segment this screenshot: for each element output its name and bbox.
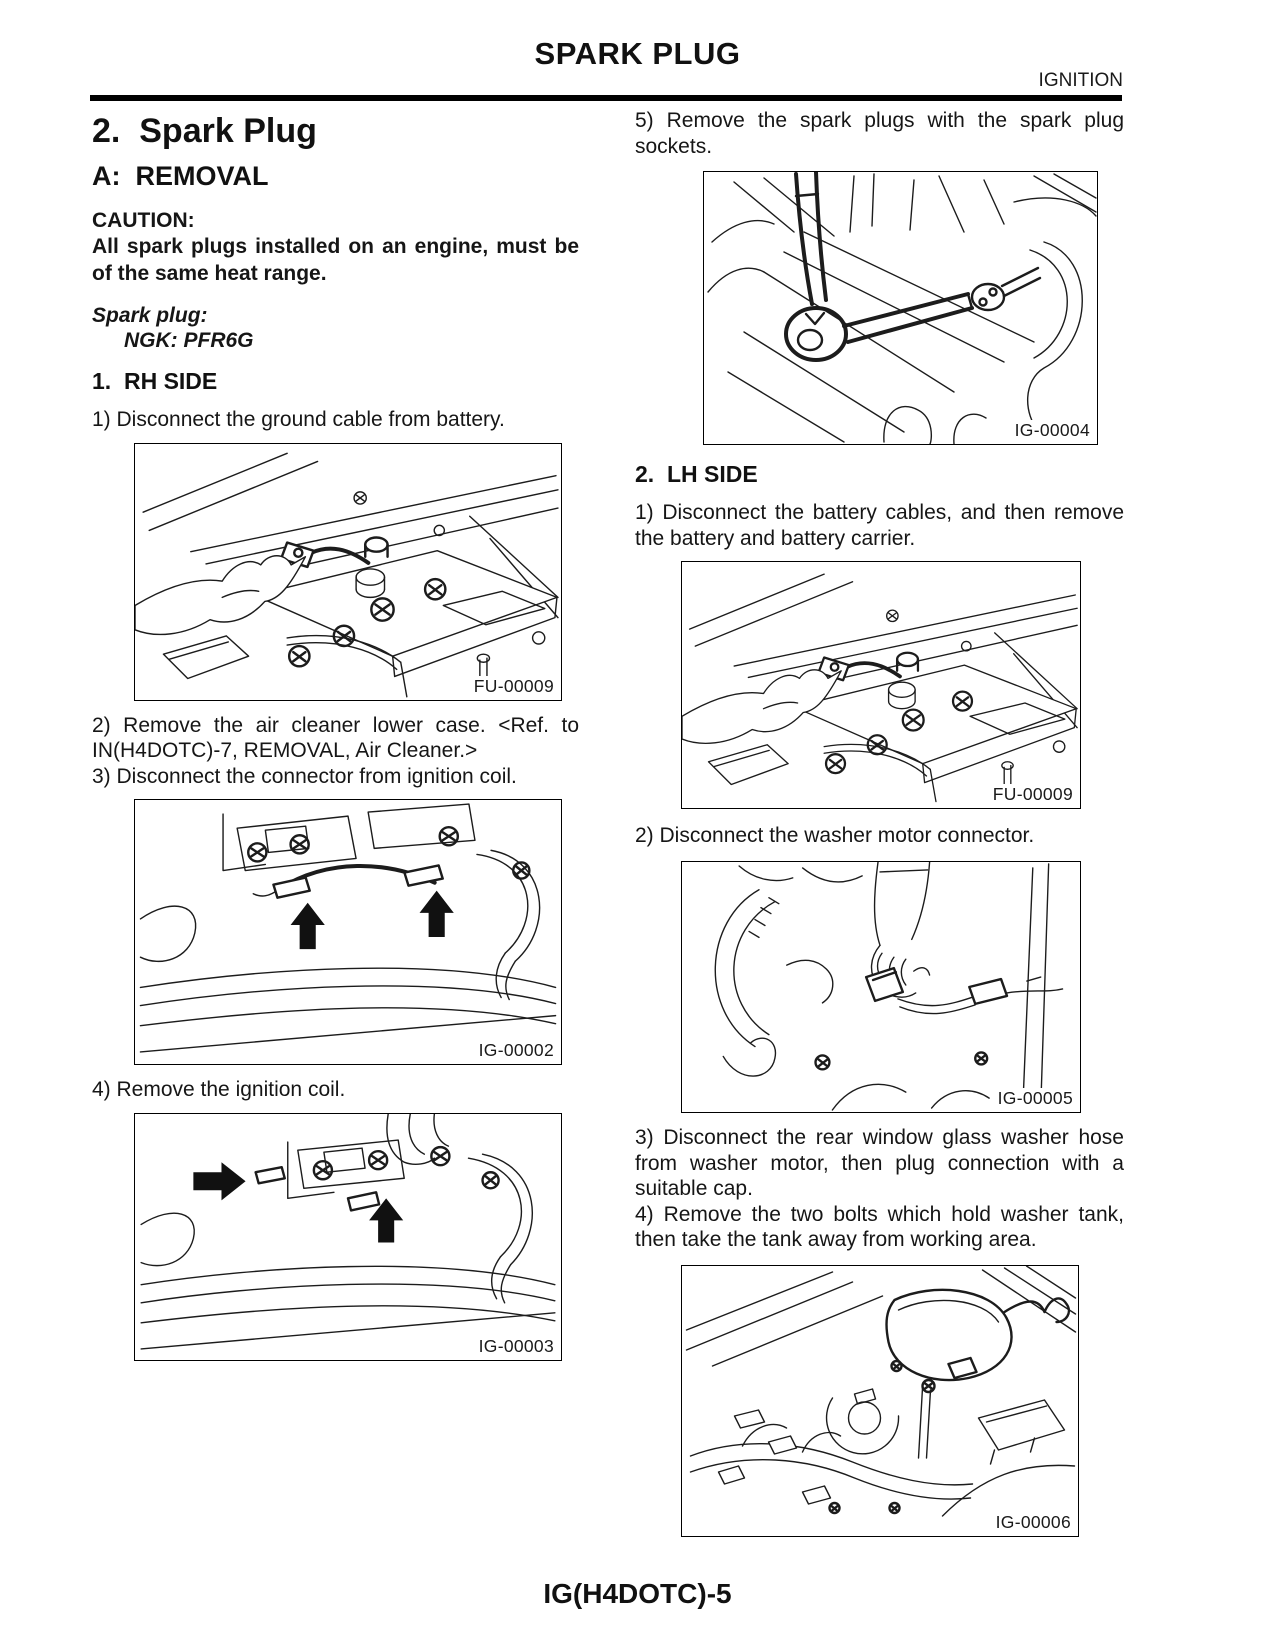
step-rh-1: 1) Disconnect the ground cable from battery. [92, 407, 505, 431]
step-lh-1: 1) Disconnect the battery cables, and then remove the battery and battery carrier. [635, 501, 1124, 550]
washer-tank-illustration [682, 1266, 1078, 1536]
header-rule [90, 95, 1122, 101]
spark-plug-socket-illustration [704, 172, 1097, 444]
figure-caption: IG-00006 [991, 1512, 1071, 1533]
figure-caption: FU-00009 [469, 676, 554, 697]
step-rh-5: 5) Remove the spark plugs with the spark plug sockets. [635, 109, 1124, 158]
caution-block [92, 208, 579, 287]
left-column [92, 108, 579, 1361]
ignition-coil-connector-illustration [135, 800, 561, 1064]
spark-plug-spec [92, 303, 579, 354]
figure-coil-removal [134, 1113, 562, 1361]
caution-label: CAUTION: [92, 209, 195, 232]
ignition-coil-removal-illustration [135, 1114, 561, 1360]
washer-motor-connector-illustration [682, 862, 1080, 1112]
battery-cable-illustration [682, 562, 1080, 808]
figure-caption: IG-00004 [1010, 420, 1090, 441]
figure-washer-motor [681, 861, 1081, 1113]
chapter-heading: 2. Spark Plug [92, 112, 317, 150]
step-rh-2: 2) Remove the air cleaner lower case. <Ref. to IN(H4DOTC)-7, REMOVAL, Air Cleaner.> [92, 713, 579, 763]
page-title: SPARK PLUG [534, 36, 741, 71]
spec-label: Spark plug: [92, 303, 208, 327]
section-label: IGNITION [1038, 70, 1123, 91]
figure-caption: FU-00009 [988, 784, 1073, 805]
figure-caption: IG-00003 [474, 1336, 554, 1357]
figure-washer-tank [681, 1265, 1079, 1537]
figure-coil-connector [134, 799, 562, 1065]
spec-value: NGK: PFR6G [124, 329, 254, 353]
figure-spark-plug-socket [703, 171, 1098, 445]
lh-side-heading: 2. LH SIDE [635, 461, 758, 488]
page-footer: IG(H4DOTC)-5 [543, 1578, 732, 1609]
step-lh-2: 2) Disconnect the washer motor connector. [635, 824, 1035, 848]
step-lh-4: 4) Remove the two bolts which hold washer tank, then take the tank away from working area. [635, 1202, 1124, 1252]
figure-caption: IG-00005 [993, 1088, 1073, 1109]
figure-caption: IG-00002 [474, 1040, 554, 1061]
step-rh-3: 3) Disconnect the connector from ignition coil. [92, 764, 517, 788]
step-rh-4: 4) Remove the ignition coil. [92, 1078, 346, 1102]
right-column [635, 108, 1124, 1537]
rh-side-heading: 1. RH SIDE [92, 367, 218, 394]
figure-battery-cables [681, 561, 1081, 809]
removal-heading: A: REMOVAL [92, 161, 269, 191]
battery-ground-cable-illustration [135, 444, 561, 700]
figure-ground-cable [134, 443, 562, 701]
caution-text: All spark plugs installed on an engine, must be of the same heat range. [92, 235, 579, 285]
step-lh-3: 3) Disconnect the rear window glass washer hose from washer motor, then plug connection with a suitable cap. [635, 1126, 1124, 1201]
